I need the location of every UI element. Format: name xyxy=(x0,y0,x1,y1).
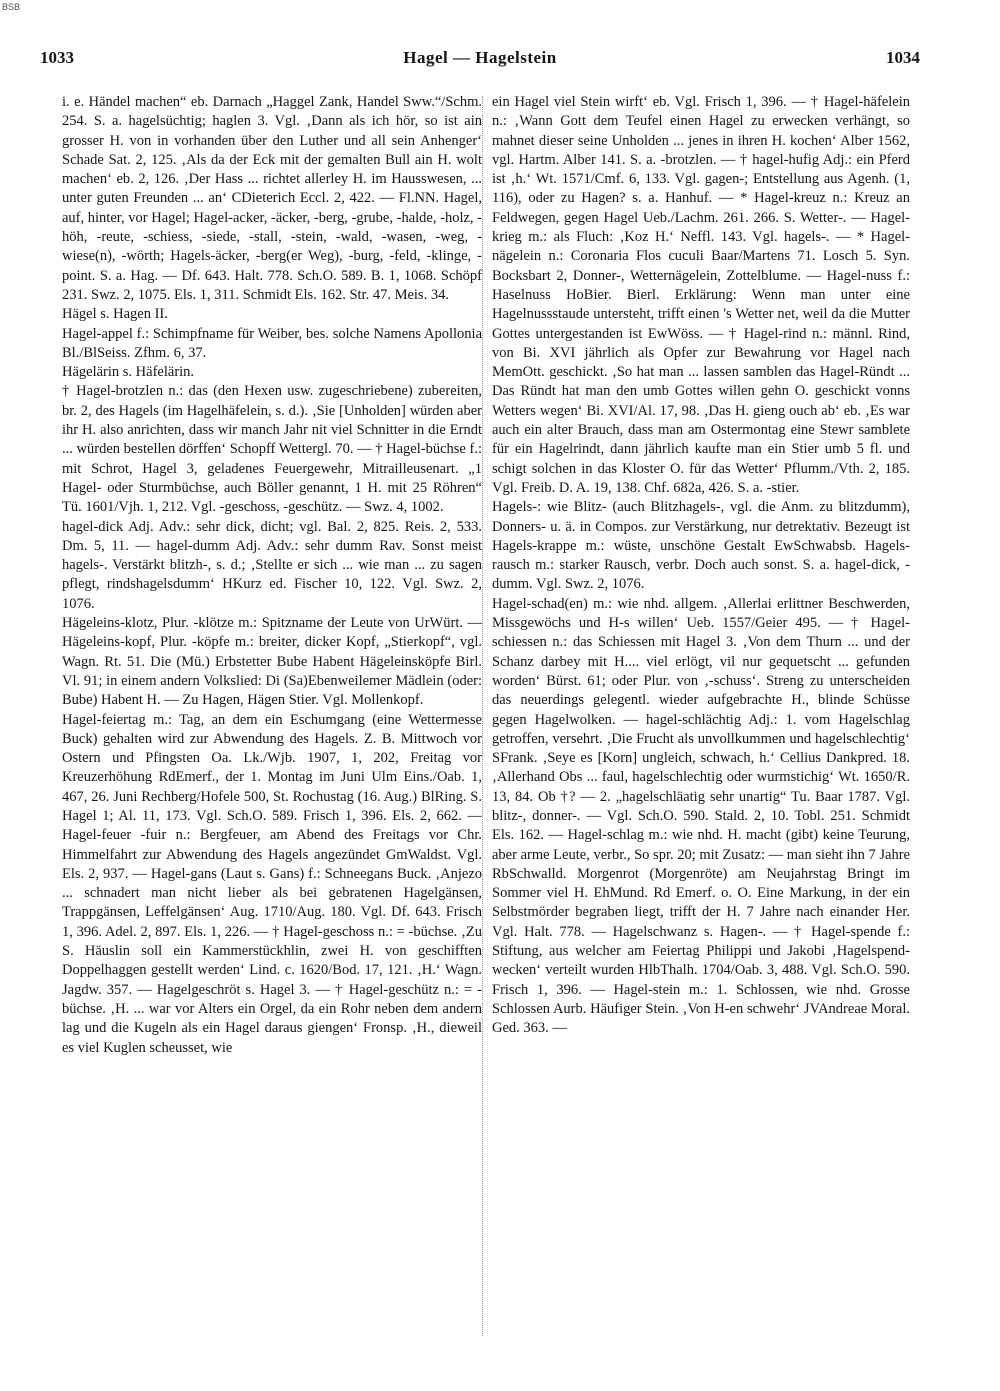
library-stamp: BSB xyxy=(2,2,21,12)
entry-hagel-brotzlen: † Hagel-brotzlen n.: das (den Hexen usw. zugeschriebene) zubereiten, br. 2, des Hagels (im Hagelhäfelein, s. d.). ‚Sie [Unholden] würden aber ihr H. also anrichten, dass wir manch Jahr nit viel Schnitter in die Erndt ... würden bestellen dörffen‘ Schopff Wettergl. 70. — † Hagel-büchse f.: mit Schrot, Hagel 3, geladenes Feuergewehr, Mitrailleusenart. „1 Hagel- oder Sturmbüchse, auch Böller genannt, 1 H. mit 25 Röhren“ Tü. 1601/Vjh. 1, 212. Vgl. -geschoss, -geschütz. — Swz. 4, 1002. xyxy=(62,383,482,516)
page-title: Hagel — Hagelstein xyxy=(403,48,557,67)
entry-hagel-feiertag: Hagel-feiertag m.: Tag, an dem ein Eschumgang (eine Wettermesse Buck) gehalten wird zur Abwendung des Hagels. Z. B. Mittwoch vor Ostern und Pfingsten Oa. Lk./Wjb. 1907, 1, 202, Freitag vor Kreuzerhöhung RdEmerf., der 1. Montag im Juni Ulm Eins./Oab. 1, 467, 26. Juni Rechberg/Hofele 500, St. Rochustag (16. Aug.) BlRing. S. Hagel 1; Al. 11, 173. Vgl. Sch.O. 589. Frisch 1, 396. Els. 2, 662. — Hagel-feuer -fuir n.: Bergfeuer, am Abend des Freitags vor Chr. Himmelfahrt zur Abwendung des Hagels angezündet GmWaldst. Vgl. Els. 2, 937. — Hagel-gans (Laut s. Gans) f.: Schneegans Buck. ‚Anjezo ... schnadert man nicht lieber als bei gebratenen Hagelgänsen, Trappgänsen, Leffelgänsen‘ Aug. 1710/Aug. 180. Vgl. Df. 643. Frisch 1, 396. Adel. 2, 897. Els. 1, 226. — † Hagel-geschoss n.: = -büchse. ‚Zu S. Häuslin soll ein Kammerstückhlin, zwei H. von geschifften Doppelhaggen gestellt werden‘ Lind. c. 1620/Bod. 17, 121. ‚H.‘ Wagn. Jagdw. 357. — Hagelgeschröt s. Hagel 3. — † Hagel-geschütz n.: = -büchse. ‚H. ... war vor Alters ein Orgel, da ein Rohr neben dem andern lag und die Kugeln als ein Hagel daraus giengen‘ Fronsp. ‚H., dieweil es viel Kuglen scheusset, wie xyxy=(62,711,482,1056)
entry-hagel-s-hagen: Hägel s. Hagen II. xyxy=(62,306,168,323)
page-number-right: 1034 xyxy=(886,48,920,67)
entry-hageleins-klotz: Hägeleins-klotz, Plur. -klötze m.: Spitzname der Leute von UrWürt. — Hägeleins-kopf, Plur. -köpfe m.: breiter, dicker Kopf, „Stierkopf“, vgl. Wagn. Rt. 51. Die (Mü.) Erbstetter Bube Habent Hägeleinsköpfe Birl. Vl. 91; in einem andern Volkslied: Di (Sa)Ebenweilemer Mädlein (oder: Bube) Habent H. — Zu Hagen, Hägen Stier. Vgl. Mollenkopf. xyxy=(62,615,482,709)
left-column xyxy=(62,93,482,1333)
column-divider xyxy=(482,96,484,1336)
left-paragraph-1: i. e. Händel machen“ eb. Darnach „Haggel Zank, Handel Sww.“/Schm. 254. S. a. hagelsüchtig; haglen 3. Vgl. ‚Dann als ich hör, so ist ain grosser H. von in vorhanden über den Luther und all sein Anhenger‘ Schade Sat. 2, 125. ‚Als da der Eck mit der gemalten Bull ain H. wolt machen‘ eb. 2, 126. ‚Der Hass ... richtet allerley H. im Hausswesen, ... unter guten Freunden ... an‘ CDieterich Eccl. 2, 422. — Fl.NN. Hagel, auf, hinter, vor Hagel; Hagel-acker, -äcker, -berg, -grube, -halde, -holz, -höh, -reute, -schiess, -siede, -stall, -stein, -wald, -wasen, -weg, -wiese(n), -wörth; Hagels-äcker, -berg(er Weg), -burg, -feld, -klinge, -point. S. a. Hag. — Df. 643. Halt. 778. Sch.O. 589. B. 1, 1068. Schöpf 231. Swz. 2, 1075. Els. 1, 311. Schmidt Els. 162. Str. 47. Meis. 34. xyxy=(62,94,482,303)
right-paragraph-1: ein Hagel viel Stein wirft‘ eb. Vgl. Frisch 1, 396. — † Hagel-häfelein n.: ‚Wann Gott dem Teufel einen Hagel zu erwecken verhängt, so mahnet dieser seine Unholden ... jenes in ihren H. kochen‘ Alber 1562, vgl. Hartm. Alber 141. S. a. -brotzlen. — † hagel-hufig Adj.: ein Pferd ist ‚h.‘ Wt. 1571/Cmf. 6, 133. Vgl. gagen-; Entstellung aus Agenh. (1, 116), oder zu Hagen? s. a. Hanhuf. — * Hagel-kreuz n.: Kreuz an Feldwegen, gegen Hagel Ueb./Lachm. 261. 266. S. Wetter-. — Hagel-krieg m.: als Fluch: ‚Koz H.‘ Neffl. 143. Vgl. hagels-. — * Hagel-nägelein n.: Coronaria Flos cuculi Baar/Martens 71. Losch 5. Syn. Bocksbart 2, Donner-, Wetternägelein, Zottelblume. — Hagel-nuss f.: Haselnuss HoBier. Bierl. Erklärung: Wenn man unter eine Hagelnussstaude untersteht, trifft einen 's Wetter net, weil da die Mutter Gottes untergestanden ist EwWöss. — † Hagel-rind n.: männl. Rind, von Bi. XVI jährlich als Opfer zur Bewahrung vor Hagel nach MemOtt. geschickt. ‚So hat man ... lassen samblen das Hagel-Ründt ... Das Ründt hat man den umb Gottes willen gehn O. geschickt vonns Wetters wegen‘ Bi. XVI/Al. 17, 98. ‚Das H. gieng ouch ab‘ eb. ‚Es war auch ein alter Brauch, dass man am Ostermontag eine Stewr samblete für ein Hagelrindt, dann jährlich kaufte man ein Stier umb 5 fl. und schigt solchen in das Kloster O. für das Wetter‘ Pflumm./Vth. 2, 185. Vgl. Freib. D. A. 19, 138. Chf. 682a, 426. S. a. -stier. xyxy=(492,94,910,496)
entry-hagel-dick: hagel-dick Adj. Adv.: sehr dick, dicht; vgl. Bal. 2, 825. Reis. 2, 533. Dm. 5, 11. — hagel-dumm Adj. Adv.: sehr dumm Rav. Sonst meist hagels-. Verstärkt blitzh-, s. d.; ‚Stellte er sich ... wie man ... zu sagen pflegt, rindshagelsdumm‘ HKurz ed. Fischer 10, 122. Vgl. Swz. 2, 1076. xyxy=(62,518,482,612)
entry-hagelarin: Hägelärin s. Häfelärin. xyxy=(62,364,195,381)
right-column xyxy=(492,93,910,1333)
page-number-left: 1033 xyxy=(40,48,74,67)
entry-hagels: Hagels-: wie Blitz- (auch Blitzhagels-, vgl. die Anm. zu blitzdumm), Donners- u. ä. in Compos. zur Verstärkung, nur detrektativ. Bezeugt ist Hagels-krappe m.: wüste, unschöne Gestalt EwSchwabsb. Hagels-rausch m.: starker Rausch, verbr. Doch auch sonst. S. a. hagel-dick, -dumm. Vgl. Swz. 2, 1076. xyxy=(492,499,910,593)
running-header xyxy=(40,48,920,72)
entry-hagel-schaden: Hagel-schad(en) m.: wie nhd. allgem. ‚Allerlai erlittner Beschwerden, Missgewöchs und H-s willen‘ Ueb. 1557/Geier 495. — † Hagel-schiessen n.: das Schiessen mit Hagel 3. ‚Von dem Thurn ... und der Schanz darbey mit H.... viel erlögt, vil nur gequetscht ... gefunden worden‘ Bürst. 61; oder Plur. von ‚-schuss‘. Streng zu unterscheiden das neuerdings gelegentl. wieder aufgebrachte H., blinde Schüsse gegen Hagelwolken. — hagel-schlächtig Adj.: 1. vom Hagelschlag getroffen, versehrt. ‚Die Frucht als unvollkummen und hagelschlechtig‘ SFrank. ‚Seye es [Korn] ungleich, schwach, h.‘ Cellius Dankpred. 18. ‚Allerhand Obs ... faul, hagelschlechtig oder wurmstichig‘ Wt. 1650/R. 13, 84. Ob †? — 2. „hagelschläatig sehr unartig“ Tu. Baar 1787. Vgl. blitz-, donner-. — Vgl. Sch.O. 590. Stald. 2, 10. Tobl. 251. Schmidt Els. 162. — Hagel-schlag m.: wie nhd. H. macht (gibt) keine Teurung, aber arme Leute, verbr., So spr. 20; mit Zusatz: — man sieht ihn 7 Jahre RbSchwalld. Morgenrot (Morgenröte) am Neujahrstag Bringt im Sommer viel H. EhMund. Rd Emerf. o. O. Eine Markung, in der ein Selbstmörder begraben liegt, trifft der H. 7 Jahre nach einander Her. Vgl. Halt. 778. — Hagelschwanz s. Hagen-. — † Hagel-spende f.: Stiftung, aus welcher am Feiertag Philippi und Jakobi ‚Hagelspend-wecken‘ verteilt wurden HlbThalh. 1704/Oab. 3, 488. Vgl. Sch.O. 590. Frisch 1, 396. — Hagel-stein m.: 1. Schlossen, wie nhd. Grosse Schlossen Aurb. Häufiger Stein. ‚Von H-en schwehr‘ JVAndreae Moral. Ged. 363. — xyxy=(492,595,910,1037)
entry-hagel-appel: Hagel-appel f.: Schimpfname für Weiber, bes. solche Namens Apollonia Bl./BlSeiss. Zfhm. 6, 37. xyxy=(62,325,482,361)
